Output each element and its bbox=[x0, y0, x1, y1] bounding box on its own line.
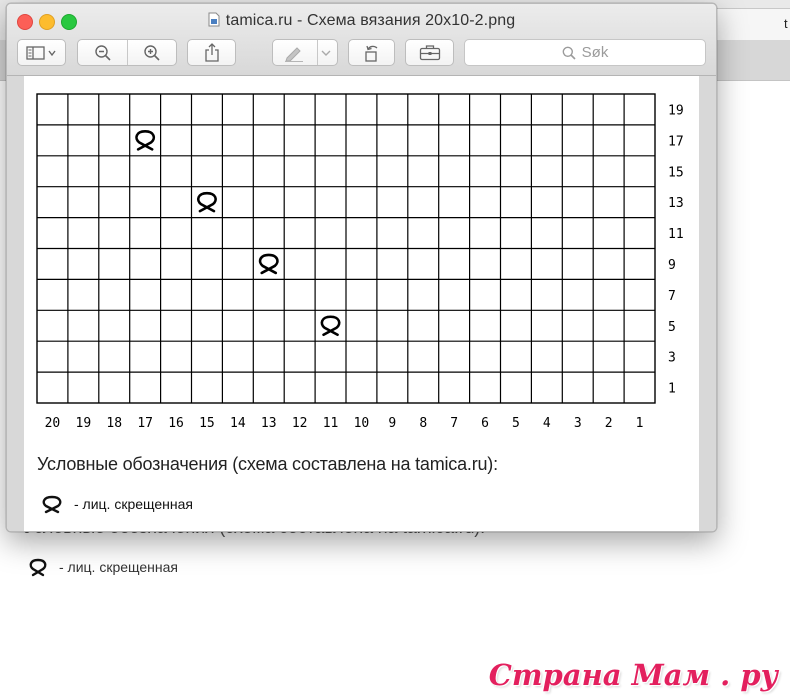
search-field[interactable] bbox=[464, 39, 706, 66]
row-label: 11 bbox=[668, 227, 684, 243]
sidebar-icon bbox=[26, 46, 58, 60]
column-label: 6 bbox=[481, 416, 489, 431]
legend-item bbox=[40, 494, 193, 514]
zoom-out-icon bbox=[94, 44, 112, 62]
column-label: 13 bbox=[260, 416, 277, 431]
column-label: 5 bbox=[512, 416, 520, 431]
search-icon bbox=[562, 46, 576, 60]
row-label: 19 bbox=[668, 103, 684, 119]
share-button[interactable] bbox=[187, 39, 236, 66]
background-legend-label: - лиц. скрещенная bbox=[59, 559, 179, 575]
chevron-down-icon bbox=[321, 49, 331, 57]
column-label: 4 bbox=[542, 416, 551, 431]
zoom-segmented-control bbox=[77, 39, 177, 66]
background-legend-row bbox=[27, 557, 178, 577]
row-label: 13 bbox=[668, 196, 684, 212]
column-label: 10 bbox=[353, 416, 370, 431]
background-browser-tab[interactable] bbox=[714, 8, 790, 41]
row-label: 15 bbox=[668, 165, 684, 181]
column-label: 1 bbox=[635, 416, 644, 431]
column-label: 18 bbox=[106, 416, 123, 431]
column-label: 2 bbox=[604, 416, 613, 431]
rotate-button[interactable] bbox=[348, 39, 395, 66]
preview-window bbox=[6, 3, 717, 532]
rotate-icon bbox=[362, 43, 382, 63]
column-label: 8 bbox=[419, 416, 428, 431]
column-label: 15 bbox=[199, 416, 215, 431]
crossed-knit-symbol-icon bbox=[40, 494, 64, 514]
column-label: 12 bbox=[291, 416, 308, 431]
markup-button-group bbox=[272, 39, 338, 66]
markup-dropdown-button[interactable] bbox=[316, 49, 337, 57]
column-label: 7 bbox=[450, 416, 459, 431]
column-label: 16 bbox=[168, 416, 184, 431]
column-label: 11 bbox=[322, 416, 339, 431]
column-label: 9 bbox=[388, 416, 397, 431]
image-content bbox=[24, 76, 699, 531]
zoom-out-button[interactable] bbox=[78, 44, 127, 62]
crossed-knit-symbol-icon bbox=[27, 557, 49, 577]
column-label: 20 bbox=[44, 416, 61, 431]
row-label: 5 bbox=[668, 319, 676, 335]
sidebar-button[interactable] bbox=[17, 39, 66, 66]
window-title-container bbox=[7, 12, 716, 30]
legend-title: Условные обозначения (схема составлена на tamica.ru): bbox=[37, 454, 498, 474]
window-title: tamica.ru - Схема вязания 20x10-2.png bbox=[225, 12, 516, 29]
share-icon bbox=[204, 43, 220, 62]
search-placeholder: Søk bbox=[581, 44, 609, 61]
row-label: 1 bbox=[668, 381, 676, 397]
markup-button[interactable] bbox=[273, 44, 316, 62]
segment-divider bbox=[127, 40, 128, 65]
column-label: 14 bbox=[230, 416, 246, 431]
column-label: 19 bbox=[75, 416, 92, 431]
legend-item-label: - лиц. скрещенная bbox=[74, 496, 194, 512]
row-label: 3 bbox=[668, 350, 676, 366]
zoom-in-button[interactable] bbox=[127, 44, 176, 62]
watermark: Страна Мам . ру bbox=[488, 658, 778, 692]
window-titlebar bbox=[7, 4, 716, 76]
toolbox-button[interactable] bbox=[405, 39, 454, 66]
viewer-gutter-left bbox=[7, 76, 24, 531]
segment-divider bbox=[317, 40, 318, 65]
knitting-chart bbox=[24, 76, 699, 436]
zoom-in-icon bbox=[143, 44, 161, 62]
row-label: 7 bbox=[668, 288, 676, 304]
pen-icon bbox=[284, 44, 304, 62]
row-label: 9 bbox=[668, 257, 676, 273]
toolbox-icon bbox=[419, 44, 441, 61]
row-label: 17 bbox=[668, 134, 684, 150]
background-tab-label: t bbox=[784, 16, 788, 31]
document-icon bbox=[208, 12, 220, 27]
column-label: 3 bbox=[573, 416, 582, 431]
viewer-gutter-right bbox=[699, 76, 716, 531]
column-label: 17 bbox=[137, 416, 153, 431]
